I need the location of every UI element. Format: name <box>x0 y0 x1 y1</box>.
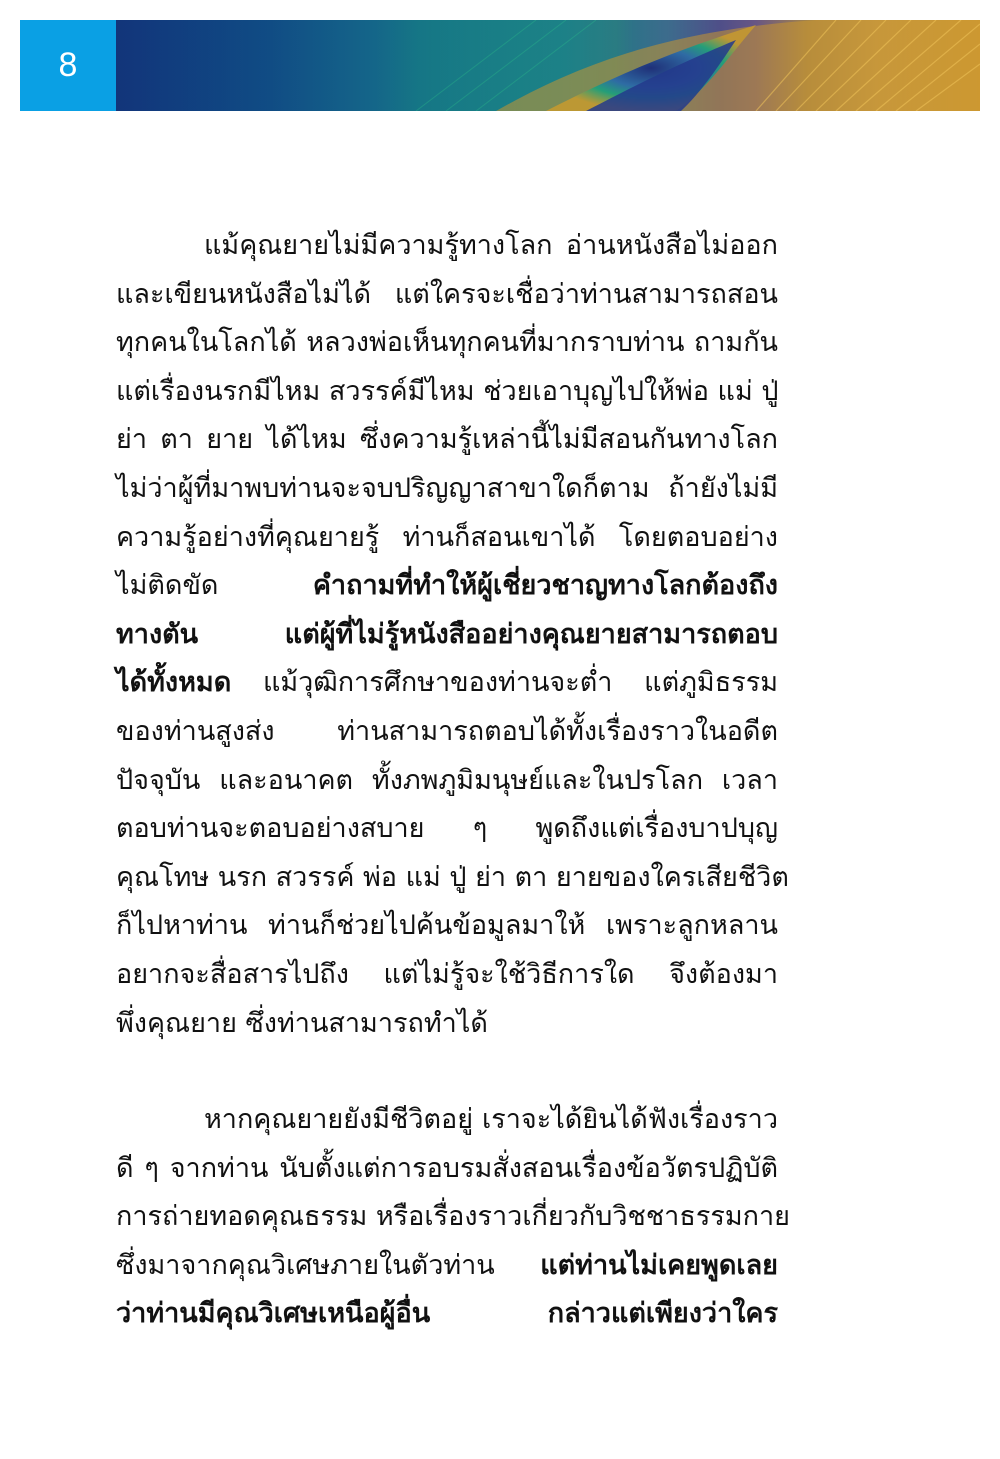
text-run: อยากจะสื่อสารไปถึง แต่ไม่รู้จะใช้วิธีการใด จึงต้องมา <box>116 958 778 990</box>
text-line <box>116 757 778 806</box>
bold-text: ทางตัน แต่ผู้ที่ไม่รู้หนังสืออย่างคุณยายสามารถตอบ <box>116 618 778 650</box>
bold-text: ได้ทั้งหมด <box>116 667 232 699</box>
page-number: 8 <box>20 20 116 111</box>
text-line <box>116 562 778 611</box>
text-run: หากคุณยายยังมีชีวิตอยู่ เราจะได้ยินได้ฟังเรื่องราว <box>204 1104 778 1136</box>
text-line <box>116 1242 778 1291</box>
text-run: ไม่ว่าผู้ที่มาพบท่านจะจบปริญญาสาขาใดก็ตาม ถ้ายังไม่มี <box>116 472 778 504</box>
text-line <box>116 514 778 563</box>
text-run: แม้คุณยายไม่มีความรู้ทางโลก อ่านหนังสือไม่ออก <box>204 230 778 261</box>
article-body <box>116 222 790 1339</box>
text-run: แม้วุฒิการศึกษาของท่านจะต่ำ แต่ภูมิธรรม <box>231 667 778 699</box>
text-line <box>116 611 778 660</box>
paragraph <box>116 1096 790 1339</box>
peacock-feather-graphic <box>116 20 980 111</box>
text-line <box>116 1096 778 1145</box>
page-header <box>20 20 980 111</box>
text-line <box>116 1145 778 1194</box>
text-run: ทุกคนในโลกได้ หลวงพ่อเห็นทุกคนที่มากราบท่าน ถามกัน <box>116 327 778 359</box>
text-line <box>116 271 778 320</box>
paragraph <box>116 222 789 1048</box>
text-run: พึ่งคุณยาย ซึ่งท่านสามารถทำได้ <box>116 1007 488 1039</box>
text-line <box>116 708 778 757</box>
text-line <box>116 319 778 368</box>
bold-text: แต่ท่านไม่เคยพูดเลย <box>540 1249 778 1281</box>
paragraph-spacer <box>116 1048 778 1096</box>
text-line <box>116 368 778 417</box>
text-line <box>116 659 778 708</box>
text-line <box>116 465 778 514</box>
text-line <box>116 416 778 465</box>
text-run: ของท่านสูงส่ง ท่านสามารถตอบได้ทั้งเรื่องราวในอดีต <box>116 715 778 747</box>
text-line <box>116 805 778 854</box>
text-run: แต่เรื่องนรกมีไหม สวรรค์มีไหม ช่วยเอาบุญไปให้พ่อ แม่ ปู่ <box>116 375 779 407</box>
bold-text: คำถามที่ทำให้ผู้เชี่ยวชาญทางโลกต้องถึง <box>312 570 778 602</box>
text-run: คุณโทษ นรก สวรรค์ พ่อ แม่ ปู่ ย่า ตา ยายของใครเสียชีวิต <box>116 861 789 893</box>
text-line <box>116 854 789 903</box>
bold-text: ว่าท่านมีคุณวิเศษเหนือผู้อื่น กล่าวแต่เพียงว่าใคร <box>116 1298 778 1330</box>
text-run: ดี ๆ จากท่าน นับตั้งแต่การอบรมสั่งสอนเรื่องข้อวัตรปฏิบัติ <box>116 1152 778 1184</box>
text-run: ย่า ตา ยาย ได้ไหม ซึ่งความรู้เหล่านี้ไม่มีสอนกันทางโลก <box>116 424 778 456</box>
text-run: ความรู้อย่างที่คุณยายรู้ ท่านก็สอนเขาได้ โดยตอบอย่าง <box>116 521 778 553</box>
text-run: ตอบท่านจะตอบอย่างสบาย ๆ พูดถึงแต่เรื่องบาปบุญ <box>116 813 778 845</box>
text-run: ไม่ติดขัด <box>116 570 313 602</box>
text-run: ซึ่งมาจากคุณวิเศษภายในตัวท่าน <box>116 1249 541 1281</box>
text-run: ก็ไปหาท่าน ท่านก็ช่วยไปค้นข้อมูลมาให้ เพราะลูกหลาน <box>116 910 778 942</box>
text-line <box>116 1290 778 1339</box>
text-line <box>116 1000 778 1049</box>
header-banner-peacock-feather-image <box>116 20 980 111</box>
text-line <box>116 1193 790 1242</box>
text-run: การถ่ายทอดคุณธรรม หรือเรื่องราวเกี่ยวกับวิชชาธรรมกาย <box>116 1201 790 1233</box>
text-run: ปัจจุบัน และอนาคต ทั้งภพภูมิมนุษย์และในปรโลก เวลา <box>116 764 778 796</box>
text-line <box>116 951 778 1000</box>
text-run: และเขียนหนังสือไม่ได้ แต่ใครจะเชื่อว่าท่านสามารถสอน <box>116 278 778 310</box>
text-line <box>116 222 778 271</box>
text-line <box>116 902 778 951</box>
